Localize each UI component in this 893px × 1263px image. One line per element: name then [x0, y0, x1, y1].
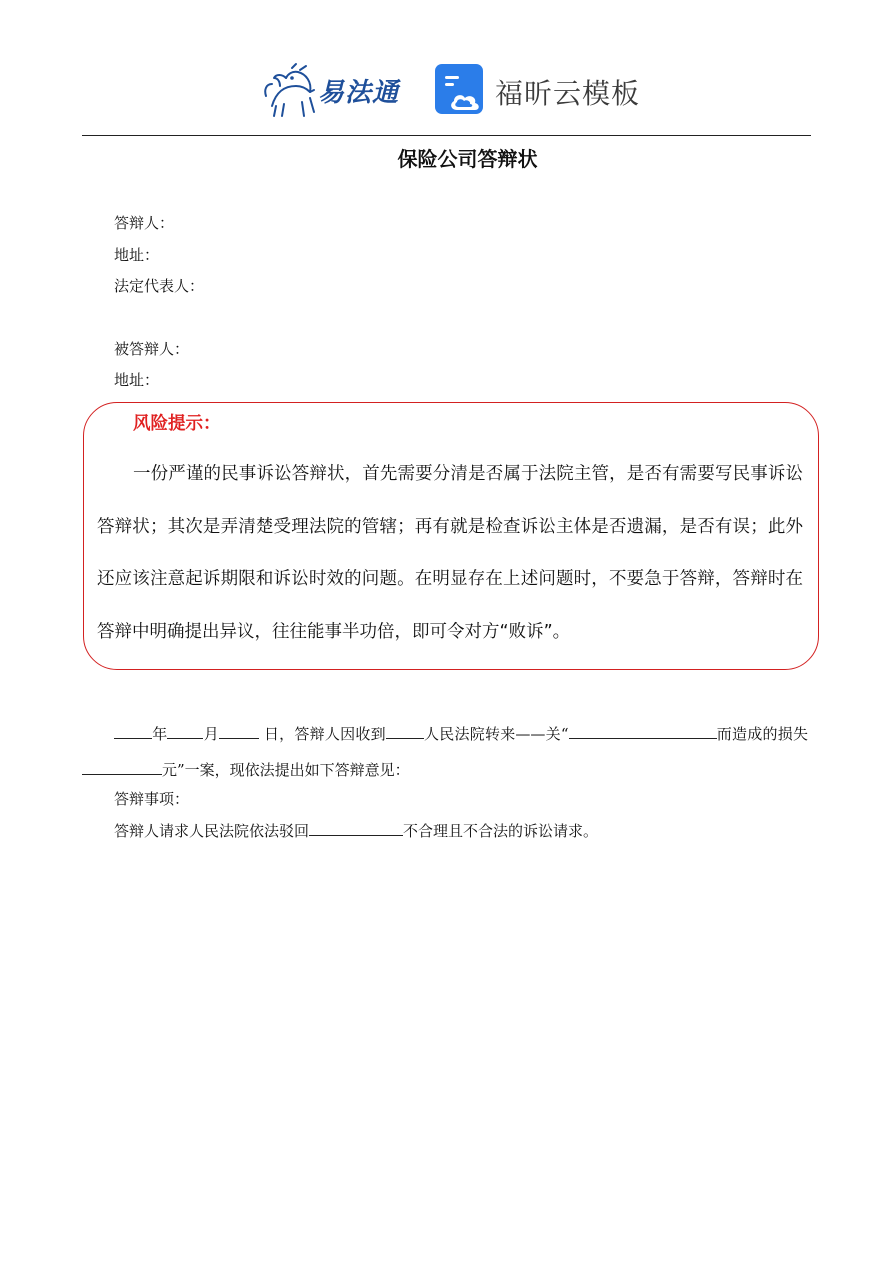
- day-text: 日，答辩人因收到: [258, 725, 386, 743]
- defense-matters-label: 答辩事项：: [114, 790, 190, 808]
- risk-warning-text: 一份严谨的民事诉讼答辩状，首先需要分清是否属于法院主管，是否有需要写民事诉讼答辩状；其次是弄清楚受理法院的管辖；再有就是检查诉讼主体是否遗漏，是否有误；此外还应该注意起诉期限和诉讼时效的问题。在明显存在上述问题时，不要急于答辩，答辩时在答辩中明确提出异议，往往能事半功倍，即可令对方“败诉”。: [97, 464, 803, 642]
- statement-paragraph: [82, 716, 808, 788]
- amount-blank: [82, 760, 162, 775]
- respondent-name-label: 答辩人：: [114, 214, 175, 232]
- claimant-address-label: 地址：: [114, 371, 160, 389]
- document-title: 保险公司答辩状: [397, 147, 538, 171]
- year-label: 年: [152, 725, 168, 743]
- day-blank: [219, 724, 259, 739]
- month-blank: [167, 724, 203, 739]
- legal-representative-label: 法定代表人：: [114, 277, 205, 295]
- caused-text: 而造成的损失: [716, 725, 808, 743]
- defense-request: [114, 820, 598, 841]
- cause-blank: [569, 724, 717, 739]
- foxit-template-logo-text: 福昕云模板: [495, 77, 641, 110]
- party-blank: [309, 821, 403, 836]
- month-label: 月: [203, 725, 219, 743]
- court-transfer-text: 人民法院转来——关“: [423, 725, 569, 743]
- yifatong-logo-text: 易法通: [318, 78, 400, 108]
- court-blank: [386, 724, 424, 739]
- foxit-cloud-icon: [435, 64, 487, 116]
- request-prefix: 答辩人请求人民法院依法驳回: [114, 822, 310, 840]
- request-suffix: 不合理且不合法的诉讼请求。: [403, 822, 599, 840]
- header-divider: [82, 135, 811, 136]
- respondent-address-label: 地址：: [114, 246, 160, 264]
- claimant-name-label: 被答辩人：: [114, 340, 190, 358]
- year-blank: [114, 724, 152, 739]
- risk-warning-title: 风险提示：: [133, 414, 221, 434]
- header-logos: [0, 60, 893, 124]
- yuan-case-text: 元”一案，现依法提出如下答辩意见：: [162, 761, 410, 779]
